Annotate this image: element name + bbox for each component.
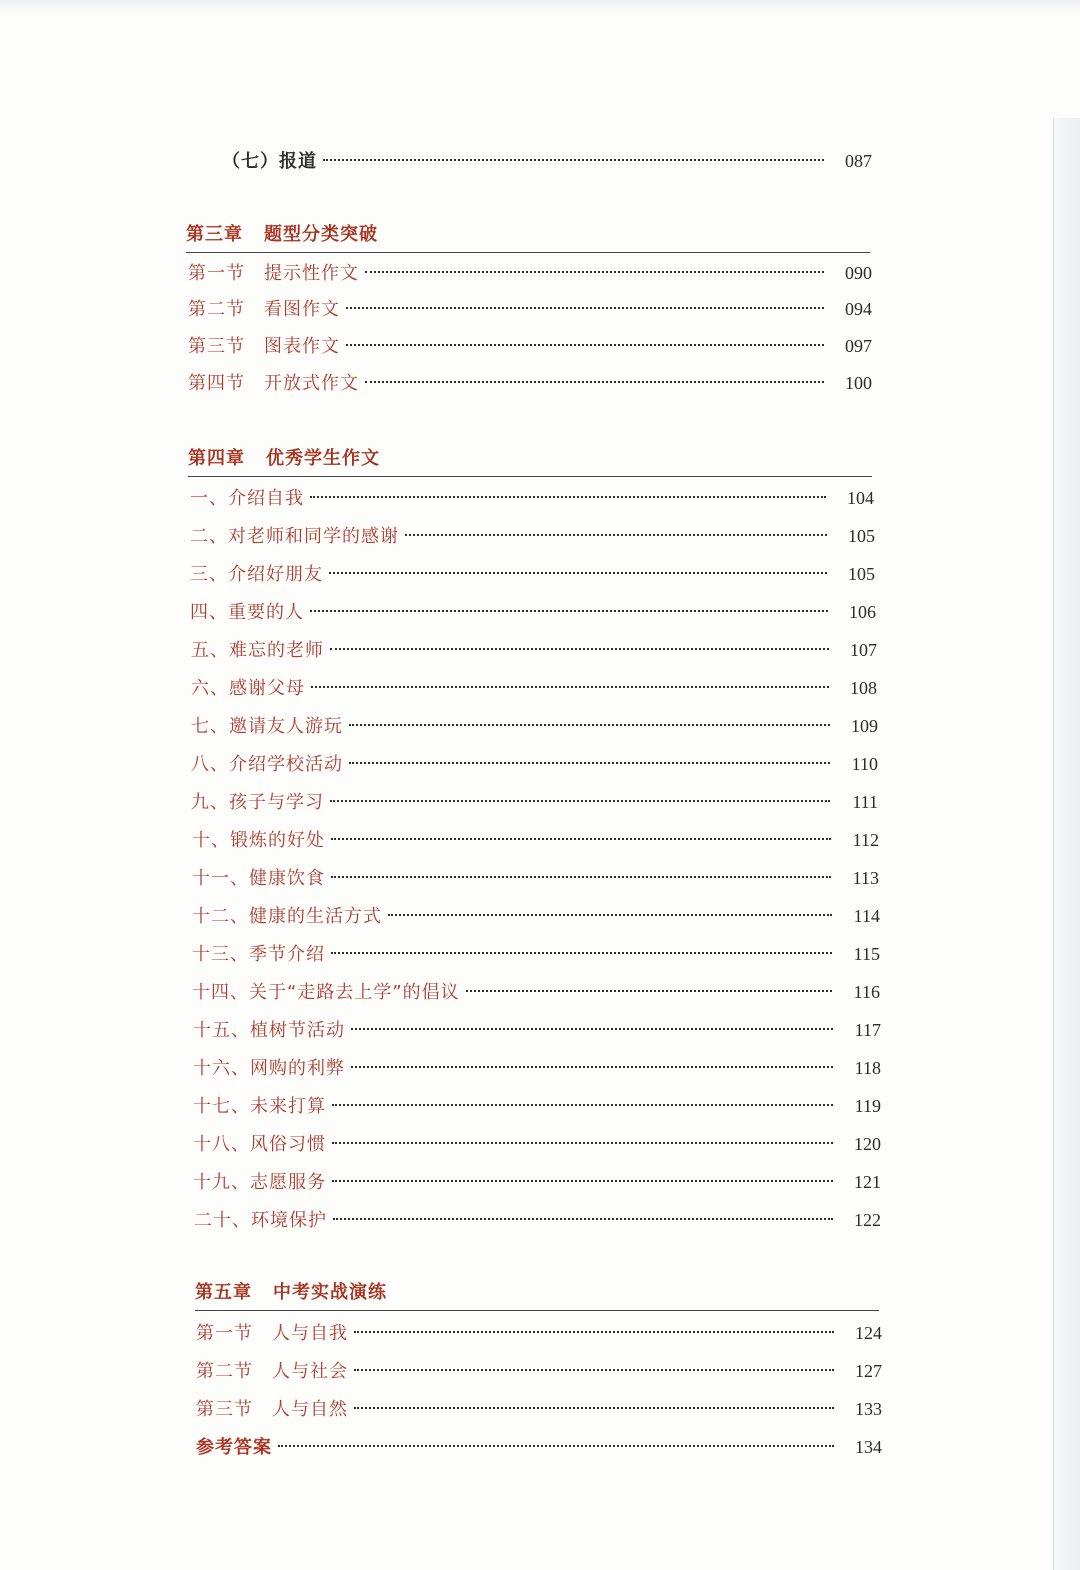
toc-entry[interactable]: [193, 1055, 881, 1081]
toc-page-number: 121: [854, 1172, 881, 1192]
dot-leader: [330, 648, 829, 650]
toc-entry[interactable]: [191, 713, 878, 739]
dot-leader: [332, 1104, 833, 1106]
toc-entry-label: 四、重要的人: [190, 602, 304, 623]
section-number: 第三节: [188, 336, 245, 357]
toc-entry-label: 九、孩子与学习: [191, 792, 324, 813]
toc-entry-label: 参考答案: [196, 1437, 272, 1458]
chapter-title: 题型分类突破: [264, 224, 378, 245]
dot-leader: [354, 1369, 834, 1371]
dot-leader: [354, 1331, 834, 1333]
toc-entry[interactable]: [193, 1017, 881, 1043]
chapter-heading-3[interactable]: [186, 222, 870, 253]
dot-leader: [351, 1028, 833, 1030]
dot-leader: [311, 686, 829, 688]
dot-leader: [310, 610, 828, 612]
toc-entry[interactable]: [190, 561, 875, 587]
toc-entry-label: 七、邀请友人游玩: [191, 716, 343, 737]
toc-page-number: 110: [851, 754, 878, 774]
dot-leader: [332, 1142, 833, 1144]
toc-entry-label: 二十、环境保护: [194, 1210, 327, 1231]
toc-entry-label: 人与自我: [272, 1323, 348, 1344]
toc-page-number: 118: [854, 1058, 881, 1078]
toc-page-number: 097: [845, 336, 872, 356]
toc-entry[interactable]: [196, 1396, 882, 1422]
toc-entry-label: 提示性作文: [264, 263, 359, 284]
dot-leader: [466, 990, 832, 992]
toc-entry[interactable]: [192, 827, 879, 853]
section-number: 第三节: [196, 1399, 253, 1420]
toc-entry-label: 五、难忘的老师: [191, 640, 324, 661]
toc-page-number: 100: [845, 373, 872, 393]
toc-page-number: 113: [852, 868, 879, 888]
toc-entry-label: 十四、关于“走路去上学”的倡议: [192, 982, 460, 1003]
toc-entry[interactable]: [190, 599, 876, 625]
toc-entry[interactable]: [196, 1358, 882, 1384]
toc-entry[interactable]: [196, 1320, 882, 1346]
toc-page-number: 094: [845, 299, 872, 319]
toc-page-number: 127: [855, 1361, 882, 1381]
toc-page-number: 090: [845, 263, 872, 283]
dot-leader: [405, 534, 827, 536]
dot-leader: [278, 1445, 834, 1447]
dot-leader: [346, 307, 824, 309]
dot-leader: [323, 159, 824, 161]
dot-leader: [351, 1066, 833, 1068]
toc-entry[interactable]: [191, 789, 878, 815]
toc-page-number: 087: [845, 151, 872, 171]
dot-leader: [330, 800, 830, 802]
toc-entry-label: 十一、健康饮食: [192, 868, 325, 889]
section-number: 第二节: [188, 299, 245, 320]
dot-leader: [346, 344, 824, 346]
toc-entry-label: 开放式作文: [264, 373, 359, 394]
dot-leader: [329, 572, 827, 574]
section-number: 第二节: [196, 1361, 253, 1382]
chapter-heading-5[interactable]: [195, 1280, 879, 1311]
toc-entry-label: 一、介绍自我: [190, 488, 304, 509]
chapter-number: 第三章: [186, 224, 243, 245]
dot-leader: [365, 381, 824, 383]
toc-entry[interactable]: [191, 751, 878, 777]
chapter-heading-4[interactable]: [188, 446, 872, 477]
dot-leader: [331, 952, 832, 954]
dot-leader: [331, 876, 831, 878]
toc-page-number: 104: [847, 488, 874, 508]
toc-page-number: 133: [855, 1399, 882, 1419]
dot-leader: [333, 1218, 833, 1220]
toc-entry[interactable]: [194, 1207, 881, 1233]
chapter-number: 第五章: [195, 1282, 252, 1303]
toc-entry-report[interactable]: [222, 148, 872, 174]
toc-entry[interactable]: [190, 485, 874, 511]
toc-entry-label: 十、锻炼的好处: [192, 830, 325, 851]
toc-entry[interactable]: [188, 260, 872, 286]
toc-entry[interactable]: [192, 903, 880, 929]
toc-page-number: 134: [855, 1437, 882, 1457]
toc-entry-label: 二、对老师和同学的感谢: [190, 526, 399, 547]
dot-leader: [365, 271, 824, 273]
toc-page-number: 107: [850, 640, 877, 660]
toc-page-number: 124: [855, 1323, 882, 1343]
toc-entry-label: 八、介绍学校活动: [191, 754, 343, 775]
toc-page-number: 116: [853, 982, 880, 1002]
toc-entry-label: 十七、未来打算: [193, 1096, 326, 1117]
toc-entry-label: 十九、志愿服务: [193, 1172, 326, 1193]
section-number: 第一节: [196, 1323, 253, 1344]
toc-page-number: 114: [853, 906, 880, 926]
chapter-number: 第四章: [188, 448, 245, 469]
toc-entry[interactable]: [188, 296, 872, 322]
toc-entry-label: 人与社会: [272, 1361, 348, 1382]
toc-entry-label: 人与自然: [272, 1399, 348, 1420]
dot-leader: [349, 724, 830, 726]
toc-entry-label: 十二、健康的生活方式: [192, 906, 382, 927]
toc-page-number: 120: [854, 1134, 881, 1154]
dot-leader: [349, 762, 830, 764]
toc-page-number: 106: [849, 602, 876, 622]
toc-entry[interactable]: [192, 941, 880, 967]
dot-leader: [331, 838, 831, 840]
dot-leader: [354, 1407, 834, 1409]
toc-entry-label: 六、感谢父母: [191, 678, 305, 699]
toc-entry-label: 看图作文: [264, 299, 340, 320]
toc-entry[interactable]: [193, 1169, 881, 1195]
toc-entry[interactable]: [188, 333, 872, 359]
toc-entry-label: 十三、季节介绍: [192, 944, 325, 965]
toc-entry-label: 十五、植树节活动: [193, 1020, 345, 1041]
section-number: 第一节: [188, 263, 245, 284]
toc-entry[interactable]: [191, 637, 877, 663]
toc-page-number: 108: [850, 678, 877, 698]
dot-leader: [310, 496, 826, 498]
toc-entry[interactable]: [188, 370, 872, 396]
dot-leader: [332, 1180, 833, 1182]
toc-entry-label: 图表作文: [264, 336, 340, 357]
toc-page-number: 117: [854, 1020, 881, 1040]
toc-page-number: 122: [854, 1210, 881, 1230]
toc-entry[interactable]: [192, 865, 879, 891]
chapter-title: 中考实战演练: [273, 1282, 387, 1303]
toc-entry-label: （七）报道: [222, 151, 317, 172]
toc-entry[interactable]: [190, 523, 875, 549]
toc-page-number: 105: [848, 526, 875, 546]
toc-entry[interactable]: [193, 1131, 881, 1157]
toc-page-number: 115: [853, 944, 880, 964]
toc-entry-label: 十六、网购的利弊: [193, 1058, 345, 1079]
toc-page-number: 112: [852, 830, 879, 850]
dot-leader: [388, 914, 832, 916]
toc-entry-label: 十八、风俗习惯: [193, 1134, 326, 1155]
toc-page-number: 119: [854, 1096, 881, 1116]
toc-page-number: 111: [852, 792, 878, 812]
toc-entry[interactable]: [191, 675, 877, 701]
chapter-title: 优秀学生作文: [266, 448, 380, 469]
toc-entry-answers[interactable]: [196, 1434, 882, 1460]
toc-entry-label: 三、介绍好朋友: [190, 564, 323, 585]
toc-entry[interactable]: [193, 1093, 881, 1119]
section-number: 第四节: [188, 373, 245, 394]
toc-entry[interactable]: [192, 979, 880, 1005]
toc-page-number: 105: [848, 564, 875, 584]
toc-page-number: 109: [851, 716, 878, 736]
